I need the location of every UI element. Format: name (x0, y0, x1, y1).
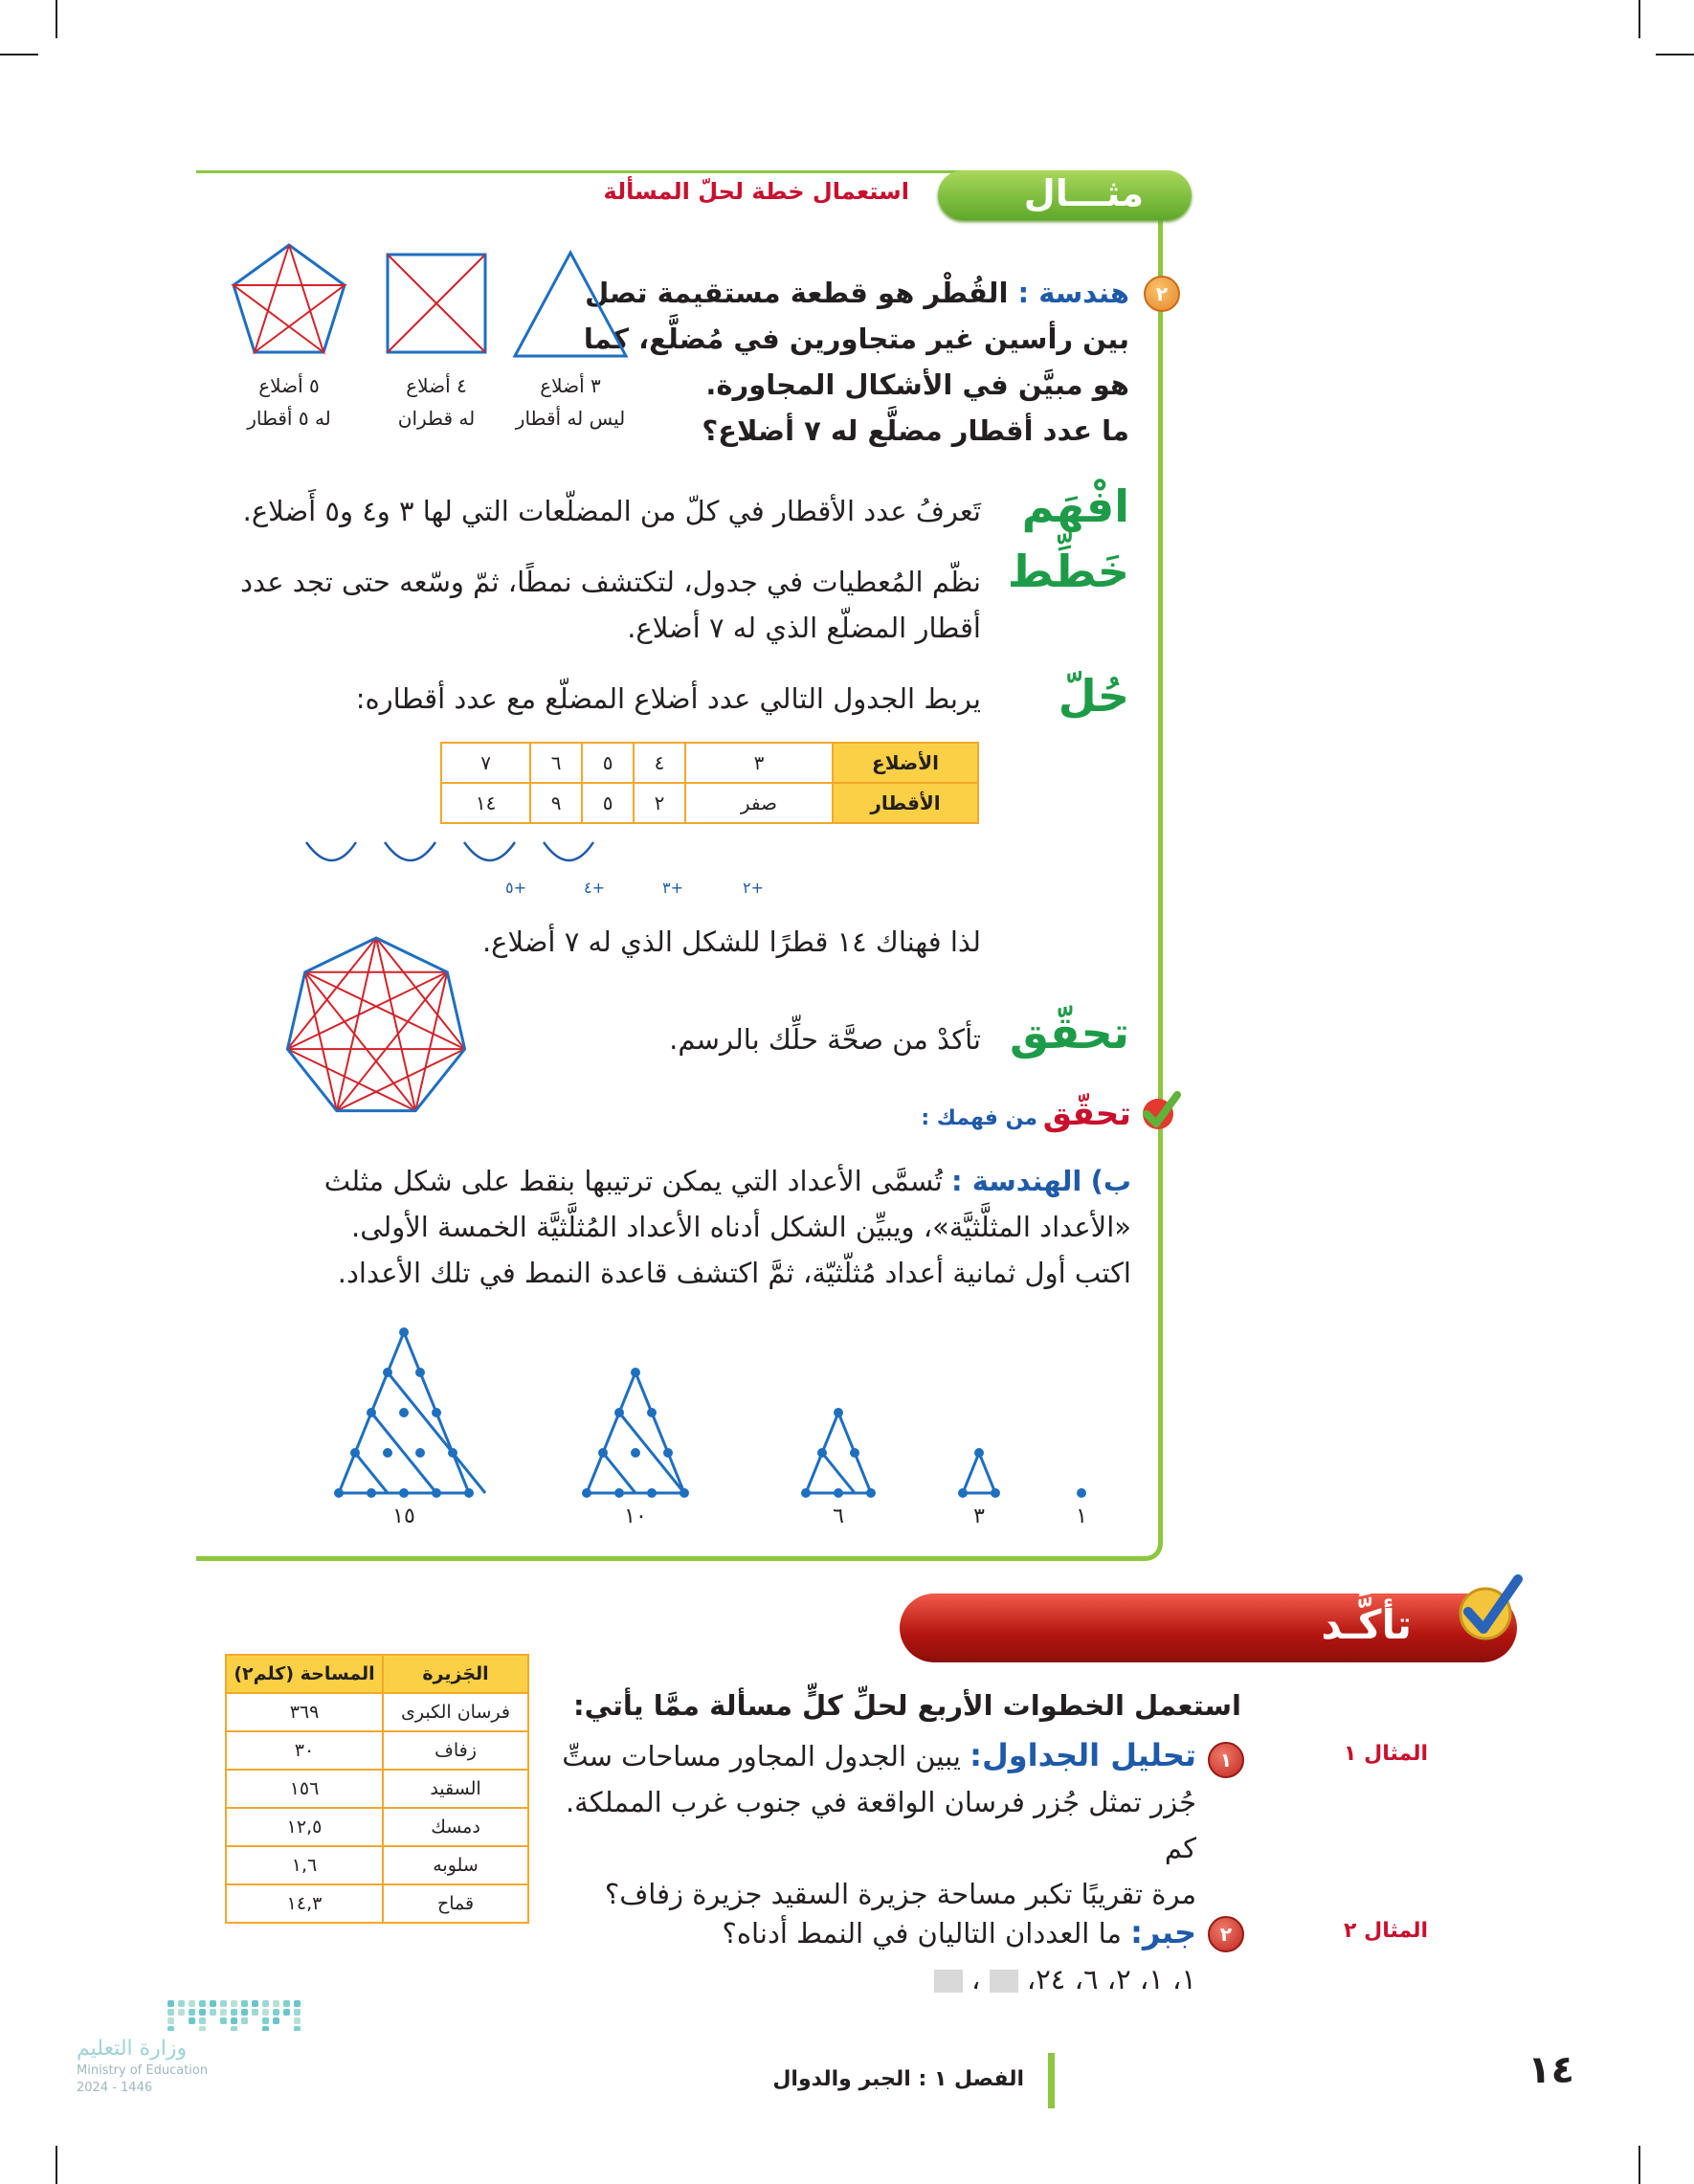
triangle-dot (817, 1448, 827, 1458)
triangle-dot (464, 1488, 474, 1498)
triangle-dot (614, 1488, 624, 1498)
part-b-topic: الهندسة : (951, 1165, 1082, 1197)
part-b-text (289, 1158, 1131, 1296)
problem-line: ما عدد أقطار مضلَّع له ٧ أضلاع؟ (702, 414, 1129, 447)
triangular-number-label: ١ (1076, 1504, 1087, 1528)
practice-intro: استعمل الخطوات الأربع لحلِّ كلٍّ مسألة ممَّا يأتي: (573, 1689, 1241, 1722)
table-row (226, 1846, 528, 1884)
table-cell: فرسان الكبرى (383, 1693, 528, 1731)
conclusion-text: لذا فهناك ١٤ قطرًا للشكل الذي له ٧ أضلاع. (481, 925, 981, 958)
practice-item-2: جبر: ما العددان التاليان في النمط أدناه؟ ١، ١، ٢، ٦، ٢٤، ، (722, 1914, 1196, 1995)
logo-dot (241, 2017, 248, 2024)
plan-title: خَطِّط (1007, 546, 1129, 597)
ministry-name-ar: وزارة التعليم (77, 2037, 188, 2061)
triangle-label: ٣ أضلاع ليس له أقطار (515, 374, 626, 430)
logo-dot (167, 2000, 174, 2007)
triangle-inner-line (603, 1453, 635, 1493)
triangle-dot (958, 1488, 968, 1498)
increment-arcs (306, 842, 593, 860)
ministry-year: 2024 - 1446 (77, 2081, 153, 2095)
solve-text: يربط الجدول التالي عدد أضلاع المضلّع مع عدد أقطاره: (355, 682, 981, 715)
logo-dot (252, 2009, 258, 2016)
logo-dot (231, 2009, 237, 2016)
heptagon-diagonal (287, 972, 447, 1049)
triangle-dot (974, 1448, 984, 1458)
triangle-inner-line (388, 1372, 485, 1493)
triangle-shape (515, 253, 626, 356)
sequence-text: ١، ١، ٢، ٦، ٢٤، (1026, 1963, 1196, 1995)
practice-checkmark-icon (1451, 1570, 1527, 1646)
triangular-numbers-figure (334, 1327, 1661, 1498)
triangle-dot (991, 1488, 1000, 1498)
triangle-dot (399, 1408, 409, 1417)
table-header: المساحة (كلم٢) (226, 1655, 383, 1693)
practice-ref: المثال ١ (1344, 1742, 1428, 1766)
table-cell: ٢ (634, 783, 685, 823)
logo-dot (273, 2009, 279, 2016)
triangular-number-label: ٦ (833, 1504, 844, 1528)
footer-divider (1048, 2053, 1055, 2108)
problem-topic: هندسة : (1017, 277, 1129, 309)
logo-dot (178, 2009, 185, 2016)
increment-arc (544, 842, 593, 860)
practice-line: مرة تقريبًا تكبر مساحة جزيرة السقيد جزيرة زفاف؟ (604, 1878, 1196, 1910)
plan-line: أقطار المضلّع الذي له ٧ أضلاع. (627, 612, 981, 644)
logo-dot (273, 2000, 279, 2007)
logo-dot (283, 2009, 290, 2016)
practice-item-topic: تحليل الجداول: (970, 1737, 1196, 1773)
table-cell: قماح (383, 1884, 528, 1923)
table-cell: ٣٠ (226, 1731, 383, 1770)
increment-arc (306, 842, 356, 860)
logo-dot (167, 2017, 174, 2024)
logo-dot (199, 2026, 206, 2031)
square-label: ٤ أضلاع له قطران (397, 374, 476, 430)
triangle-dot (367, 1408, 376, 1417)
table-cell: ٦ (530, 743, 582, 783)
problem-line: هو مبيَّن في الأشكال المجاورة. (705, 368, 1129, 401)
triangle-dot (647, 1408, 657, 1417)
logo-dot (210, 2009, 216, 2016)
logo-dot (283, 2000, 290, 2007)
logo-dot (241, 2009, 248, 2016)
logo-dot (199, 2009, 206, 2016)
heptagon-diagonal (287, 1049, 415, 1110)
sides-diagonals-table (440, 742, 979, 824)
triangle-dot (614, 1408, 624, 1417)
part-b-line: «الأعداد المثلَّثيَّة»، ويبيِّن الشكل أدناه الأعداد المُثلَّثيَّة الخمسة الأولى. (351, 1211, 1131, 1243)
table-cell: ١٥٦ (226, 1770, 383, 1808)
ministry-logo-dots-icon (167, 1993, 311, 2031)
logo-dot (294, 2017, 301, 2024)
triangle-inner-line (355, 1453, 388, 1493)
logo-dot (294, 2009, 301, 2016)
increment-label: +٥ (505, 879, 526, 897)
logo-dot (231, 2017, 237, 2024)
triangle-inner-line (822, 1453, 855, 1493)
islands-table (225, 1654, 529, 1924)
increment-label: +٤ (584, 879, 605, 897)
practice-item-topic: جبر: (1130, 1914, 1196, 1950)
increment-arc (385, 842, 435, 860)
triangle-dot (598, 1448, 608, 1458)
triangle-dot (801, 1488, 811, 1498)
table-row (226, 1770, 528, 1808)
page-number: ١٤ (1527, 2048, 1574, 2092)
table-cell: ٣ (685, 743, 833, 783)
triangle-dot (383, 1368, 392, 1377)
plan-text (215, 559, 981, 651)
triangle-dot (350, 1448, 360, 1458)
logo-dot (294, 2000, 301, 2007)
logo-dot (252, 2000, 258, 2007)
logo-dot (231, 2000, 237, 2007)
check-understanding-title: تحقّق (1042, 1095, 1131, 1133)
triangular-number-label: ١٥ (392, 1504, 415, 1528)
increment-arc (464, 842, 515, 860)
triangle-dot (432, 1488, 441, 1498)
check-understanding-heading (921, 1095, 1131, 1133)
table-cell: صفر (685, 783, 833, 823)
triangle-outline (963, 1453, 995, 1493)
table-cell: سلوبه (383, 1846, 528, 1884)
logo-dot (273, 2017, 279, 2024)
heptagon-diagonal (337, 1049, 465, 1110)
triangle-dot (631, 1368, 640, 1377)
practice-line: جُزر تمثل جُزر فرسان الواقعة في جنوب غرب المملكة. كم (565, 1786, 1196, 1864)
ministry-logo (167, 1993, 311, 2035)
logo-dot (189, 2017, 195, 2024)
check-title: تحقّق (1010, 1007, 1129, 1059)
table-cell: ١٤,٣ (226, 1884, 383, 1923)
table-cell: زفاف (383, 1731, 528, 1770)
logo-dot (262, 2009, 269, 2016)
practice-line: ما العددان التاليان في النمط أدناه؟ (722, 1917, 1122, 1950)
practice-number-badge: ٢ (1208, 1916, 1244, 1952)
example-number-badge: ٢ (1144, 276, 1180, 312)
logo-dot (262, 2017, 269, 2024)
triangle-inner-line (371, 1413, 436, 1493)
triangle-inner-line (619, 1413, 684, 1493)
table-cell: ١,٦ (226, 1846, 383, 1884)
plan-line: نظّم المُعطيات في جدول، لتكتشف نمطًا، ثمّ وسّعه حتى تجد عدد (240, 566, 981, 598)
practice-heading-bar (900, 1593, 1517, 1662)
answer-blank[interactable] (990, 1970, 1018, 1993)
logo-dot (220, 2009, 227, 2016)
triangle-dot (448, 1448, 457, 1458)
chapter-label: الفصل ١ : (918, 2067, 1024, 2091)
practice-item-1 (526, 1732, 1196, 1917)
understand-title: افْهَم (1021, 480, 1129, 532)
table-cell: ١٤ (441, 783, 530, 823)
table-cell: دمسك (383, 1808, 528, 1846)
triangle-dot (367, 1488, 376, 1498)
checkmark-icon (1139, 1091, 1185, 1133)
practice-line: يبين الجدول المجاور مساحات ستِّ (562, 1740, 961, 1772)
logo-dot (220, 2000, 227, 2007)
logo-dot (210, 2000, 216, 2007)
triangular-number-label: ١٠ (624, 1504, 647, 1528)
triangle-dot (866, 1488, 876, 1498)
triangular-number-label: ٣ (973, 1504, 985, 1528)
problem-line: بين رأسين غير متجاورين في مُضلَّع، كما (583, 323, 1129, 355)
triangle-dot (834, 1408, 843, 1417)
logo-dot (262, 2026, 269, 2031)
logo-dot (241, 2000, 248, 2007)
triangle-dot (334, 1488, 344, 1498)
triangle-dot (432, 1408, 441, 1417)
table-row (226, 1693, 528, 1731)
check-understanding-suffix: من فهمك : (921, 1106, 1038, 1130)
part-b-line: اكتب أول ثمانية أعداد مُثلّثيّة، ثمَّ اكتشف قاعدة النمط في تلك الأعداد. (337, 1257, 1131, 1289)
logo-dot (294, 2026, 301, 2031)
table-cell: ٩ (530, 783, 582, 823)
logo-dot (178, 2000, 185, 2007)
logo-dot (220, 2017, 227, 2024)
answer-blank[interactable] (934, 1970, 963, 1993)
part-b-label: ب) (1090, 1165, 1131, 1197)
example-heading: مثـــال (1023, 172, 1144, 214)
part-b-line: تُسمَّى الأعداد التي يمكن ترتيبها بنقط على شكل مثلث (323, 1165, 943, 1197)
table-cell: ٣٦٩ (226, 1693, 383, 1731)
practice-ref: المثال ٢ (1344, 1919, 1428, 1943)
triangle-dot (1077, 1488, 1086, 1498)
logo-dot (199, 2017, 206, 2024)
logo-dot (199, 2000, 206, 2007)
pentagon-label: ٥ أضلاع له ٥ أقطار (247, 374, 331, 430)
logo-dot (167, 2009, 174, 2016)
triangle-dot (850, 1448, 859, 1458)
table-row-label: الأقطار (833, 783, 978, 823)
increment-label: +٢ (743, 879, 764, 897)
triangle-dot (383, 1448, 392, 1458)
table-row (226, 1731, 528, 1770)
table-cell: ٧ (441, 743, 530, 783)
example-subtitle: استعمال خطة لحلّ المسألة (603, 178, 909, 205)
triangle-dot (399, 1327, 409, 1337)
understand-text: تَعرفُ عدد الأقطار في كلّ من المضلّعات التي لها ٣ و٤ و٥ أَضلاع. (242, 495, 981, 527)
table-cell: ٤ (634, 743, 685, 783)
triangle-outline (806, 1413, 871, 1493)
practice-heading: تأكَّـد (1321, 1601, 1412, 1648)
table-cell: ٥ (582, 783, 634, 823)
table-row (226, 1884, 528, 1923)
logo-dot (231, 2026, 237, 2031)
logo-dot (262, 2000, 269, 2007)
increment-label: +٣ (662, 879, 683, 897)
table-header: الجَزيرة (383, 1655, 528, 1693)
logo-dot (167, 2026, 174, 2031)
triangle-dot (631, 1448, 640, 1458)
table-row-label: الأضلاع (833, 743, 978, 783)
table-cell: السقيد (383, 1770, 528, 1808)
ministry-name-en: Ministry of Education (77, 2063, 209, 2078)
triangle-dot (415, 1448, 425, 1458)
triangle-dot (647, 1488, 657, 1498)
triangle-dot (680, 1488, 689, 1498)
triangle-dot (399, 1488, 409, 1498)
triangle-dot (582, 1488, 591, 1498)
table-row (226, 1808, 528, 1846)
triangle-dot (663, 1448, 673, 1458)
table-cell: ١٢,٥ (226, 1808, 383, 1846)
solve-title: حُلّ (1058, 670, 1129, 722)
chapter-title: الجبر والدوال (772, 2067, 911, 2091)
triangle-dot (834, 1488, 843, 1498)
practice-number-badge: ١ (1208, 1742, 1244, 1778)
footer-chapter (772, 2067, 1024, 2091)
heptagon-diagonal (305, 972, 465, 1049)
logo-dot (189, 2009, 195, 2016)
triangle-dot (415, 1368, 425, 1377)
logo-dot (189, 2000, 195, 2007)
problem-line: القُطْر هو قطعة مستقيمة تصل (585, 277, 1009, 309)
check-text: تأكدْ من صحَّة حلِّك بالرسم. (669, 1023, 981, 1056)
table-cell: ٥ (582, 743, 634, 783)
